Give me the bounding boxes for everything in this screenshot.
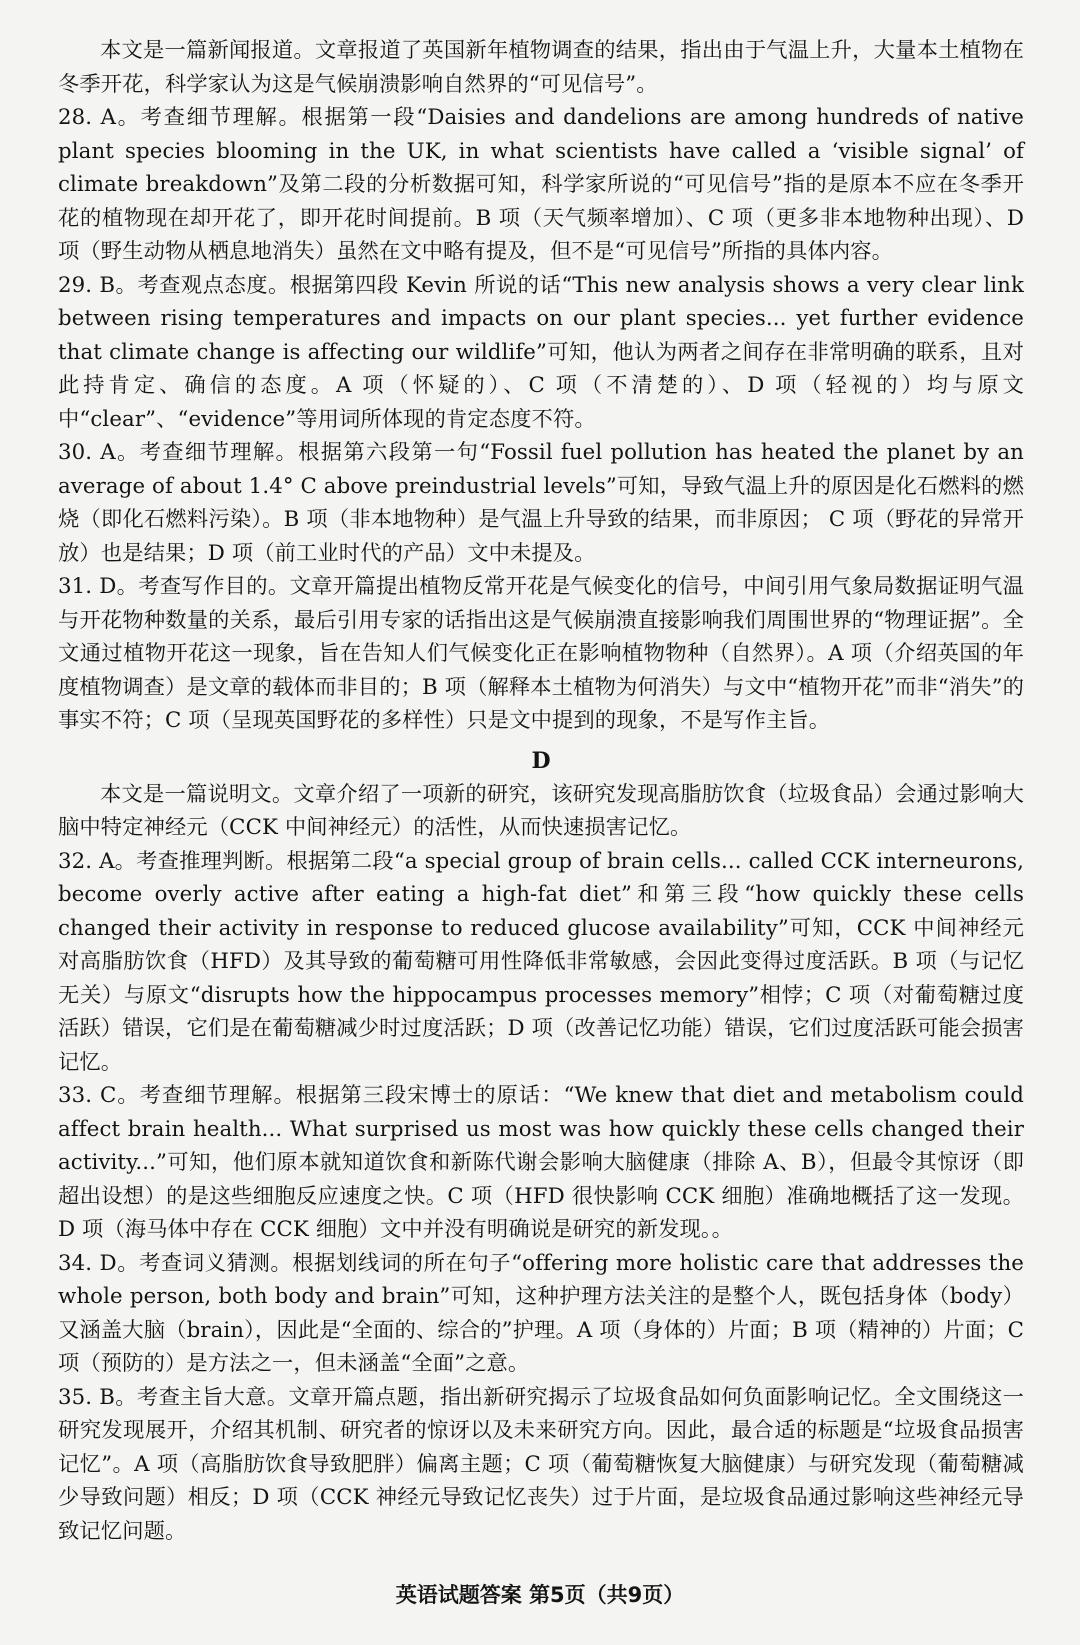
answer-32: 32. A。考查推理判断。根据第二段“a special group of brain cells... called CCK interneurons, become overly active after eating a high-fat diet”和第三段“how quickly these cells changed their activity in response to reduced glucose availability”可知，CCK 中间神经元对高脂肪饮食（HFD）及其导致的葡萄糖可用性降低非常敏感，会因此变得过度活跃。B 项（与记忆无关）与原文“disrupts how the hippocampus processes memory”相悖；C 项（对葡萄糖过度活跃）错误，它们是在葡萄糖减少时过度活跃；D 项（改善记忆功能）错误，它们过度活跃可能会损害记忆。 xyxy=(58,848,1024,1075)
answer-31: 31. D。考查写作目的。文章开篇提出植物反常开花是气候变化的信号，中间引用气象局数据证明气温与开花物种数量的关系，最后引用专家的话指出这是气候崩溃直接影响我们周围世界的“物理证据”。全文通过植物开花这一现象，旨在告知人们气候变化正在影响植物物种（自然界）。A 项（介绍英国的年度植物调查）是文章的载体而非目的；B 项（解释本土植物为何消失）与文中“植物开花”而非“消失”的事实不符；C 项（呈现英国野花的多样性）只是文中提到的现象，不是写作主旨。 xyxy=(58,574,1024,733)
answer-28: 28. A。考查细节理解。根据第一段“Daisies and dandelions are among hundreds of native plant species blooming in the UK, in what scientists have called a ‘visible signal’ of climate breakdown”及第二段的分析数据可知，科学家所说的“可见信号”指的是原本不应在冬季开花的植物现在却开花了，即开花时间提前。B 项（天气频率增加）、C 项（更多非本地物种出现）、D 项（野生动物从栖息地消失）虽然在文中略有提及，但不是“可见信号”所指的具体内容。 xyxy=(58,105,1024,264)
answer-35: 35. B。考查主旨大意。文章开篇点题，指出新研究揭示了垃圾食品如何负面影响记忆。全文围绕这一研究发现展开，介绍其机制、研究者的惊讶以及未来研究方向。因此，最合适的标题是“垃圾食品损害记忆”。A 项（高脂肪饮食导致肥胖）偏离主题；C 项（葡萄糖恢复大脑健康）与研究发现（葡萄糖减少导致问题）相反；D 项（CCK 神经元导致记忆丧失）过于片面，是垃圾食品通过影响这些神经元导致记忆问题。 xyxy=(58,1384,1024,1544)
answer-30: 30. A。考查细节理解。根据第六段第一句“Fossil fuel pollution has heated the planet by an average of about 1.4° C above preindustrial levels”可知，导致气温上升的原因是化石燃料的燃烧（即化石燃料污染）。B 项（非本地物种）是气温上升导致的结果，而非原因； C 项（野花的异常开放）也是结果；D 项（前工业时代的产品）文中未提及。 xyxy=(58,440,1024,566)
section-c-summary: 本文是一篇新闻报道。文章报道了英国新年植物调查的结果，指出由于气温上升，大量本土植物在冬季开花，科学家认为这是气候崩溃影响自然界的“可见信号”。 xyxy=(58,38,1024,97)
answer-33: 33. C。考查细节理解。根据第三段宋博士的原话：“We knew that diet and metabolism could affect brain health... What surprised us most was how quickly these cells changed their activity...”可知，他们原本就知道饮食和新陈代谢会影响大脑健康（排除 A、B），但最令其惊讶（即超出设想）的是这些细胞反应速度之快。C 项（HFD 很快影响 CCK 细胞）准确地概括了这一发现。D 项（海马体中存在 CCK 细胞）文中并没有明确说是研究的新发现。。 xyxy=(58,1083,1024,1242)
answer-page xyxy=(58,34,1024,1548)
answer-34: 34. D。考查词义猜测。根据划线词的所在句子“offering more holistic care that addresses the whole person, both body and brain”可知，这种护理方法关注的是整个人，既包括身体（body）又涵盖大脑（brain），因此是“全面的、综合的”护理。A 项（身体的）片面；B 项（精神的）片面；C 项（预防的）是方法之一，但未涵盖“全面”之意。 xyxy=(58,1250,1024,1376)
section-d-title: D xyxy=(531,747,551,774)
page-footer: 英语试题答案 第5页（共9页） xyxy=(395,1583,685,1607)
section-d-summary: 本文是一篇说明文。文章介绍了一项新的研究，该研究发现高脂肪饮食（垃圾食品）会通过影响大脑中特定神经元（CCK 中间神经元）的活性，从而快速损害记忆。 xyxy=(58,781,1024,840)
answer-29: 29. B。考查观点态度。根据第四段 Kevin 所说的话“This new analysis shows a very clear link between rising temperatures and impacts on our plant species... yet further evidence that climate change is affecting our wildlife”可知，他认为两者之间存在非常明确的联系，且对此持肯定、确信的态度。A 项（怀疑的）、C 项（不清楚的）、D 项（轻视的）均与原文中“clear”、“evidence”等用词所体现的肯定态度不符。 xyxy=(58,272,1024,432)
